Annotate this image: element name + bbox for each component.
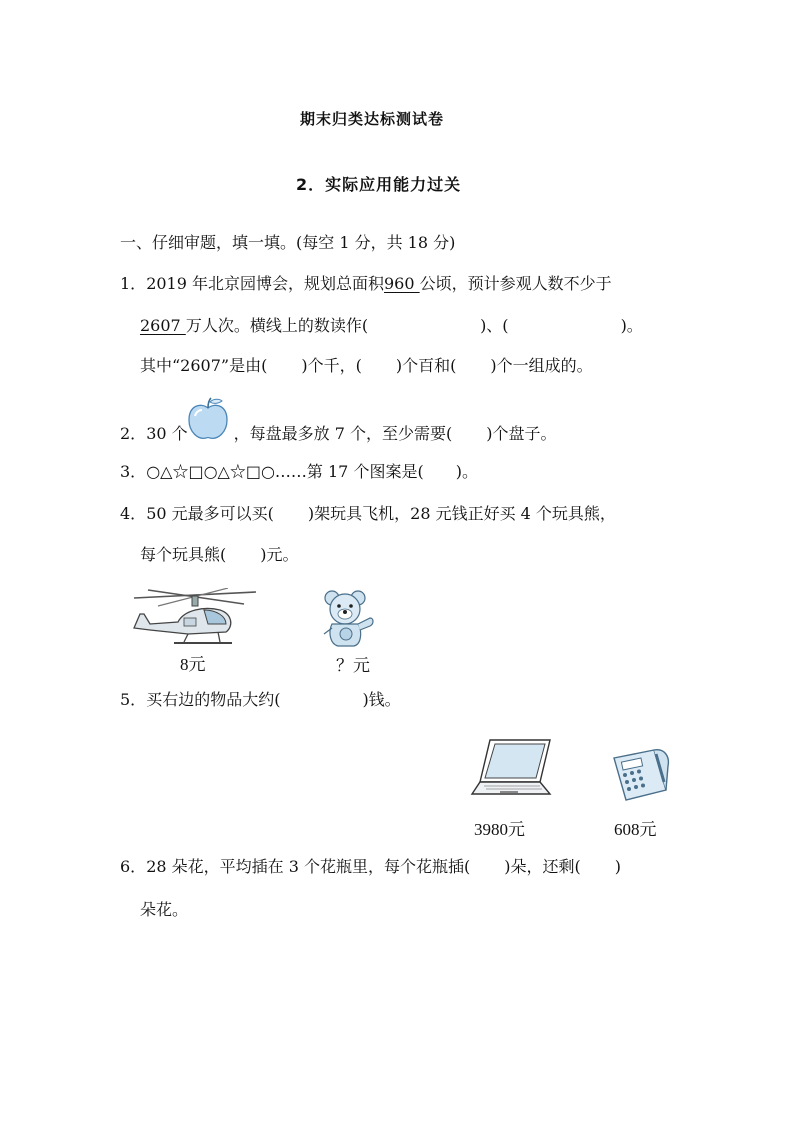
question-1-line-1: 1．2019 年北京园博会，规划总面积960 公顷，预计参观人数不少于 (120, 274, 612, 293)
question-number: 5． (120, 690, 147, 709)
question-6-line-1: 6．28 朵花，平均插在 3 个花瓶里，每个花瓶插( )朵，还剩( ) (120, 857, 621, 876)
question-4-line-1: 4．50 元最多可以买( )架玩具飞机，28 元钱正好买 4 个玩具熊， (120, 504, 616, 523)
telephone-icon (608, 742, 672, 806)
phone-price: 608元 (614, 820, 657, 839)
laptop-icon (470, 736, 554, 802)
question-1-line-2: 2607 万人次。横线上的数读作( )、( )。 (140, 316, 643, 335)
helicopter-price: 8元 (180, 655, 206, 674)
question-4-line-2: 每个玩具熊( )元。 (140, 545, 299, 564)
question-number: 6． (120, 857, 147, 876)
bear-icon (318, 588, 378, 652)
question-number: 4． (120, 504, 147, 523)
laptop-price: 3980元 (474, 820, 525, 839)
bear-price: ？元 (336, 656, 370, 675)
page-subtitle: 2．实际应用能力过关 (296, 175, 462, 194)
question-2: 2．30 个 ，每盘最多放 7 个，至少需要( )个盘子。 (120, 424, 557, 443)
question-number: 2． (120, 424, 147, 443)
question-5: 5．买右边的物品大约( )钱。 (120, 690, 401, 709)
question-3: 3．○△☆□○△☆□○……第 17 个图案是( )。 (120, 462, 478, 481)
apple-icon (186, 396, 230, 442)
question-number: 1． (120, 274, 147, 293)
section-heading: 一、仔细审题，填一填。(每空 1 分，共 18 分) (120, 233, 456, 252)
page-title: 期末归类达标测试卷 (300, 110, 445, 128)
underlined-visitors: 2607 (140, 316, 186, 335)
question-number: 3． (120, 462, 147, 481)
underlined-area: 960 (384, 274, 420, 293)
helicopter-icon (128, 588, 262, 650)
question-1-line-3: 其中“2607”是由( )个千，( )个百和( )个一组成的。 (140, 356, 593, 375)
question-6-line-2: 朵花。 (140, 900, 189, 919)
